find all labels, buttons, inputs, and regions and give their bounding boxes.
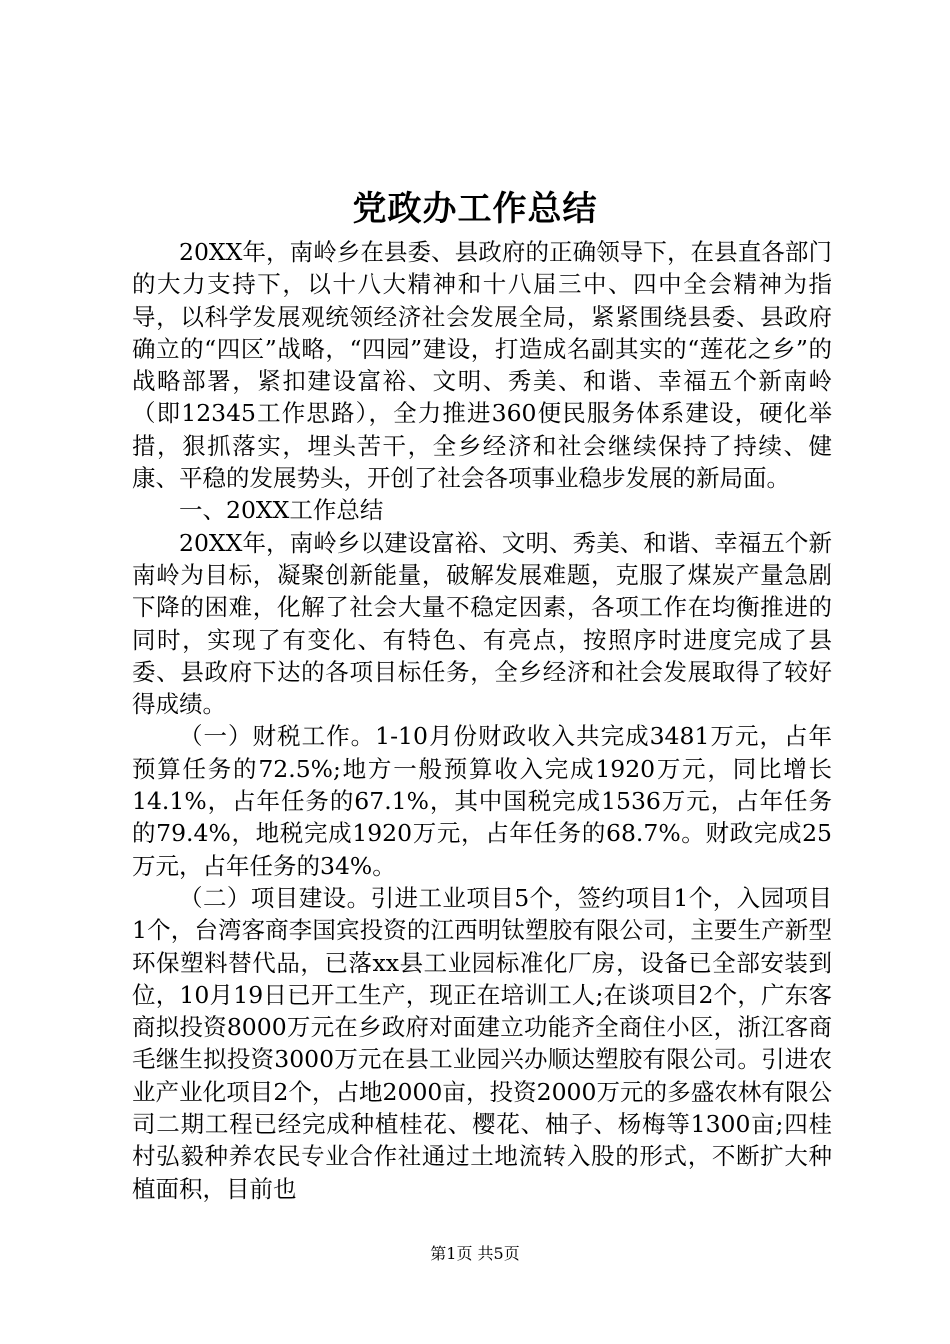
- document-title: 党政办工作总结: [352, 189, 598, 229]
- paragraph-finance: （一）财税工作。1-10月份财政收入共完成3481万元，占年预算任务的72.5%;地方一般预算收入完成1920万元，同比增长14.1%，占年任务的67.1%，其中国税完成1536万元，占年任务的79.4%，地税完成1920万元，占年任务的68.7%。财政完成25万元，占年任务的34%。: [132, 722, 832, 880]
- page-footer: 第1页 共5页: [430, 1244, 520, 1263]
- paragraph-projects: （二）项目建设。引进工业项目5个，签约项目1个，入园项目1个，台湾客商李国宾投资的江西明钛塑胶有限公司，主要生产新型环保塑料替代品，已落xx县工业园标准化厂房，设备已全部安装到位，10月19日已开工生产，现正在培训工人;在谈项目2个，广东客商拟投资8000万元在乡政府对面建立功能齐全商住小区，浙江客商毛继生拟投资3000万元在县工业园兴办顺达塑胶有限公司。引进农业产业化项目2个，占地2000亩，投资2000万元的多盛农林有限公司二期工程已经完成种植桂花、樱花、柚子、杨梅等1300亩;四桂村弘毅种养农民专业合作社通过土地流转入股的形式，不断扩大种植面积，目前也: [132, 883, 832, 1203]
- paragraph-intro: 20XX年，南岭乡在县委、县政府的正确领导下，在县直各部门的大力支持下，以十八大精神和十八届三中、四中全会精神为指导，以科学发展观统领经济社会发展全局，紧紧围绕县委、县政府确立的“四区”战略，“四园”建设，打造成名副其实的“莲花之乡”的战略部署，紧扣建设富裕、文明、秀美、和谐、幸福五个新南岭（即12345工作思路），全力推进360便民服务体系建设，硬化举措，狠抓落实，埋头苦干，全乡经济和社会继续保持了持续、健康、平稳的发展势头，开创了社会各项事业稳步发展的新局面。: [132, 238, 832, 493]
- paragraph-summary: 20XX年，南岭乡以建设富裕、文明、秀美、和谐、幸福五个新南岭为目标，凝聚创新能量，破解发展难题，克服了煤炭产量急剧下降的困难，化解了社会大量不稳定因素，各项工作在均衡推进的同时，实现了有变化、有特色、有亮点，按照序时进度完成了县委、县政府下达的各项目标任务，全乡经济和社会发展取得了较好得成绩。: [132, 528, 832, 719]
- document-body: [132, 236, 832, 1205]
- section-heading: 一、20XX工作总结: [179, 496, 384, 525]
